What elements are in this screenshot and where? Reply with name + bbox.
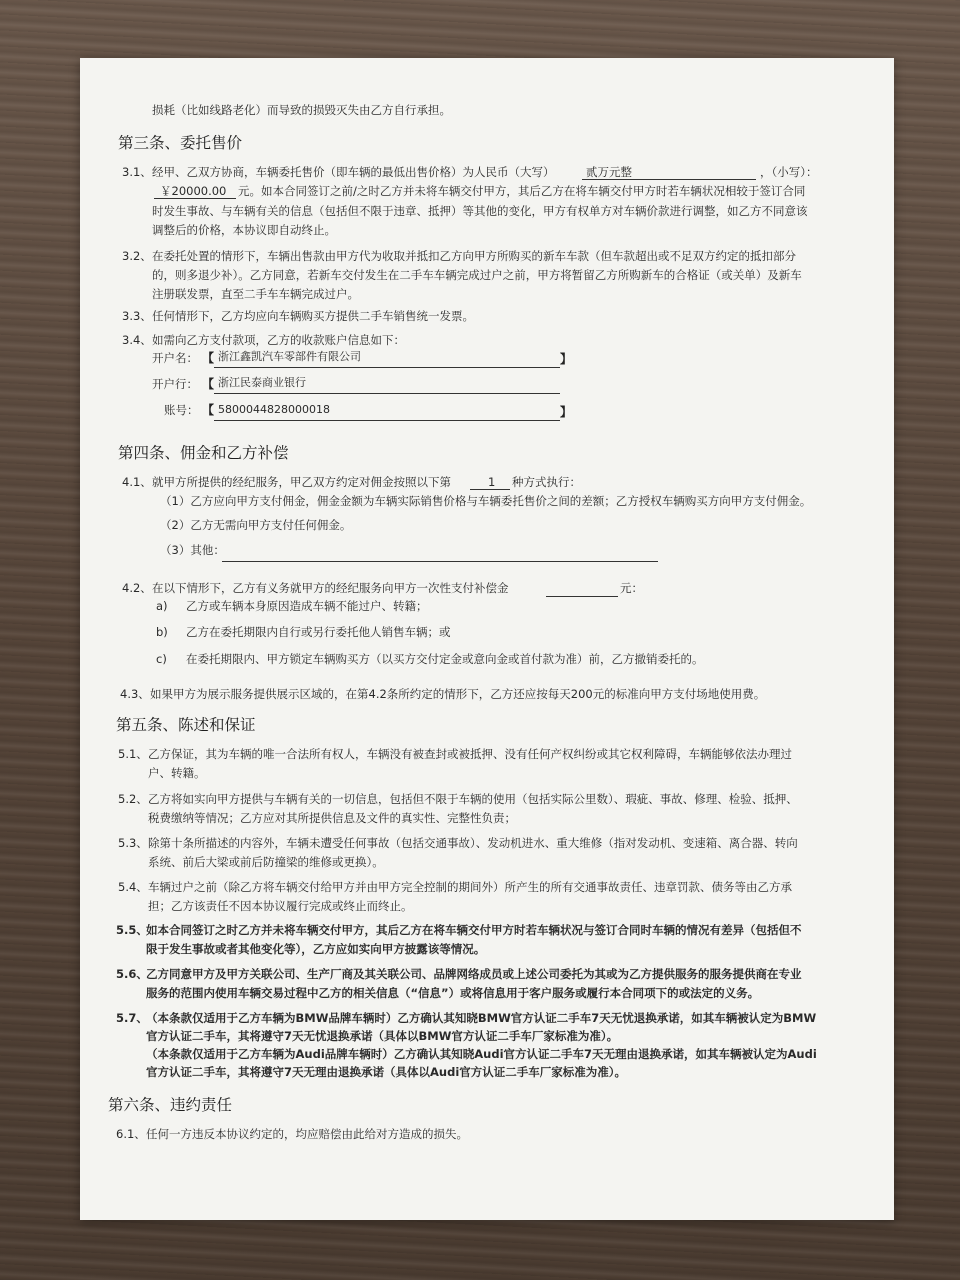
clause-5-2-line-1: 乙方将如实向甲方提供与车辆有关的一切信息，包括但不限于车辆的使用（包括实际公里数）、瑕疵、事故、修理、检验、抵押、 <box>148 792 798 806</box>
clause-5-7-line-3: （本条款仅适用于乙方车辆为Audi品牌车辆时）乙方确认其知晓Audi官方认证二手车7天无理由退换承诺，如其车辆被认定为Audi <box>146 1047 817 1061</box>
compensation-underline <box>546 596 618 597</box>
clause-5-6-line-1: 乙方同意甲方及甲方关联公司、生产厂商及其关联公司、品牌网络成员或上述公司委托为其或为乙方提供服务的服务提供商在专业 <box>146 967 802 981</box>
clause-3-2-number: 3.2、 <box>122 249 152 263</box>
clause-6-1-number: 6.1、 <box>116 1127 146 1141</box>
section-3-heading: 第三条、委托售价 <box>118 134 243 152</box>
clause-4-3-number: 4.3、 <box>120 687 150 701</box>
clause-5-6-line-2: 服务的范围内使用车辆交易过程中乙方的相关信息（“信息”）或将信息用于客户服务或履行本合同项下的或法定的义务。 <box>146 986 760 1000</box>
commission-option-3: （3）其他： <box>160 543 225 557</box>
clause-4-2-item-b-mark: b) <box>156 625 168 639</box>
clause-5-1-line-1: 乙方保证，其为车辆的唯一合法所有权人，车辆没有被查封或被抵押、没有任何产权纠纷或其它权利障碍，车辆能够依法办理过 <box>148 747 792 761</box>
intro-line: 损耗（比如线路老化）而导致的损毁灭失由乙方自行承担。 <box>152 103 451 117</box>
clause-4-2-item-c: 在委托期限内、甲方锁定车辆购买方（以买方交付定金或意向金或首付款为准）前，乙方撤销委托的。 <box>186 652 704 666</box>
clause-5-7-line-1: （本条款仅适用于乙方车辆为BMW品牌车辆时）乙方确认其知晓BMW官方认证二手车7天无忧退换承诺，如其车辆被认定为BMW <box>146 1011 817 1025</box>
account-number-right-bracket: 】 <box>560 405 573 419</box>
commission-option-choice: 1 <box>488 475 496 489</box>
clause-4-1-line-1: 就甲方所提供的经纪服务，甲乙双方约定对佣金按照以下第 <box>152 475 451 489</box>
clause-5-2-line-2: 税费缴纳等情况；乙方应对其所提供信息及文件的真实性、完整性负责； <box>148 811 516 825</box>
clause-3-1-line-4: 调整后的价格，本协议即自动终止。 <box>152 223 336 237</box>
clause-5-3-line-1: 除第十条所描述的内容外，车辆未遭受任何事故（包括交通事故）、发动机进水、重大维修（指对发动机、变速箱、离合器、转向 <box>148 836 798 850</box>
bank-label: 开户行： <box>152 377 198 391</box>
clause-5-5-line-2: 限于发生事故或者其他变化等），乙方应如实向甲方披露该等情况。 <box>146 942 486 956</box>
amount-in-numbers: ￥20000.00 <box>160 184 227 198</box>
clause-3-1-line-2: 元。如本合同签订之前/之时乙方并未将车辆交付甲方，其后乙方在将车辆交付甲方时若车辆状况相较于签订合同 <box>238 184 806 198</box>
clause-5-7-number: 5.7、 <box>116 1011 148 1025</box>
clause-4-2-number: 4.2、 <box>122 581 152 595</box>
clause-3-1-number: 3.1、 <box>122 165 152 179</box>
clause-6-1-line-1: 任何一方违反本协议约定的，均应赔偿由此给对方造成的损失。 <box>146 1127 468 1141</box>
amount-in-words: 贰万元整 <box>586 165 632 179</box>
clause-3-1-lowercase-label: ，（小写）： <box>760 165 818 179</box>
clause-3-4-line-1: 如需向乙方支付款项，乙方的收款账户信息如下： <box>152 333 405 347</box>
clause-5-5-number: 5.5、 <box>116 923 148 937</box>
commission-option-1: （1）乙方应向甲方支付佣金，佣金金额为车辆实际销售价格与车辆委托售价之间的差额；乙方授权车辆购买方向甲方支付佣金。 <box>160 494 812 508</box>
clause-5-1-number: 5.1、 <box>118 747 148 761</box>
clause-4-2-item-c-mark: c) <box>156 652 167 666</box>
account-name-label: 开户名： <box>152 351 198 365</box>
account-number-label: 账号： <box>164 403 199 417</box>
clause-4-2-item-b: 乙方在委托期限内自行或另行委托他人销售车辆；或 <box>186 625 451 639</box>
account-number-left-bracket: 【 <box>202 403 215 417</box>
clause-4-2-line-1-end: 元： <box>620 581 643 595</box>
choice-underline <box>470 489 510 490</box>
bank-left-bracket: 【 <box>202 377 215 391</box>
clause-5-4-number: 5.4、 <box>118 880 148 894</box>
account-name-left-bracket: 【 <box>202 351 215 365</box>
contract-page <box>80 58 894 1220</box>
option-3-underline <box>222 561 658 562</box>
clause-5-2-number: 5.2、 <box>118 792 148 806</box>
amount-number-underline <box>154 198 236 199</box>
clause-3-3-line-1: 任何情形下，乙方均应向车辆购买方提供二手车销售统一发票。 <box>152 309 474 323</box>
section-6-heading: 第六条、违约责任 <box>108 1096 233 1114</box>
clause-3-2-line-1: 在委托处置的情形下，车辆出售款由甲方代为收取并抵扣乙方向甲方所购买的新车车款（但车款超出或不足双方约定的抵扣部分 <box>152 249 796 263</box>
section-4-heading: 第四条、佣金和乙方补偿 <box>118 444 289 462</box>
account-name-right-bracket: 】 <box>560 352 573 366</box>
clause-3-2-line-3: 注册联发票，直至二手车车辆完成过户。 <box>152 287 359 301</box>
clause-4-3-line-1: 如果甲方为展示服务提供展示区域的，在第4.2条所约定的情形下，乙方还应按每天200元的标准向甲方支付场地使用费。 <box>150 687 766 701</box>
clause-5-1-line-2: 户、转籍。 <box>148 766 206 780</box>
account-name-underline <box>214 367 560 368</box>
clause-5-7-line-4: 官方认证二手车，其将遵守7天无理由退换承诺（具体以Audi官方认证二手车厂家标准为准）。 <box>146 1065 627 1079</box>
clause-3-1-line-1: 经甲、乙双方协商，车辆委托售价（即车辆的最低出售价格）为人民币（大写） <box>152 165 555 179</box>
amount-words-underline <box>582 179 756 180</box>
clause-5-3-line-2: 系统、前后大梁或前后防撞梁的维修或更换）。 <box>148 855 384 869</box>
clause-5-4-line-2: 担；乙方该责任不因本协议履行完成或终止而终止。 <box>148 899 413 913</box>
clause-3-2-line-2: 的，则多退少补）。乙方同意，若新车交付发生在二手车车辆完成过户之前，甲方将暂留乙方所购新车的合格证（或关单）及新车 <box>152 268 802 282</box>
clause-5-3-number: 5.3、 <box>118 836 148 850</box>
clause-3-4-number: 3.4、 <box>122 333 152 347</box>
account-number-underline <box>214 420 560 421</box>
clause-4-1-line-1-end: 种方式执行： <box>512 475 581 489</box>
clause-4-2-line-1: 在以下情形下，乙方有义务就甲方的经纪服务向甲方一次性支付补偿金 <box>152 581 509 595</box>
clause-5-7-line-2: 官方认证二手车，其将遵守7天无忧退换承诺（具体以BMW官方认证二手车厂家标准为准）。 <box>146 1029 619 1043</box>
clause-4-2-item-a-mark: a) <box>156 599 168 613</box>
clause-3-3-number: 3.3、 <box>122 309 152 323</box>
clause-5-4-line-1: 车辆过户之前（除乙方将车辆交付给甲方并由甲方完全控制的期间外）所产生的所有交通事故责任、违章罚款、债务等由乙方承 <box>148 880 792 894</box>
account-number-value: 5800044828000018 <box>218 403 330 416</box>
clause-3-1-line-3: 时发生事故、与车辆有关的信息（包括但不限于违章、抵押）等其他的变化，甲方有权单方对车辆价款进行调整，如乙方不同意该 <box>152 204 808 218</box>
account-name-value: 浙江鑫凯汽车零部件有限公司 <box>218 350 361 363</box>
commission-option-2: （2）乙方无需向甲方支付任何佣金。 <box>160 518 352 532</box>
clause-5-5-line-1: 如本合同签订之时乙方并未将车辆交付甲方，其后乙方在将车辆交付甲方时若车辆状况与签订合同时车辆的情况有差异（包括但不 <box>146 923 802 937</box>
clause-5-6-number: 5.6、 <box>116 967 148 981</box>
section-5-heading: 第五条、陈述和保证 <box>116 716 256 734</box>
bank-underline <box>214 393 560 394</box>
bank-value: 浙江民泰商业银行 <box>218 376 306 389</box>
clause-4-1-number: 4.1、 <box>122 475 152 489</box>
clause-4-2-item-a: 乙方或车辆本身原因造成车辆不能过户、转籍； <box>186 599 428 613</box>
